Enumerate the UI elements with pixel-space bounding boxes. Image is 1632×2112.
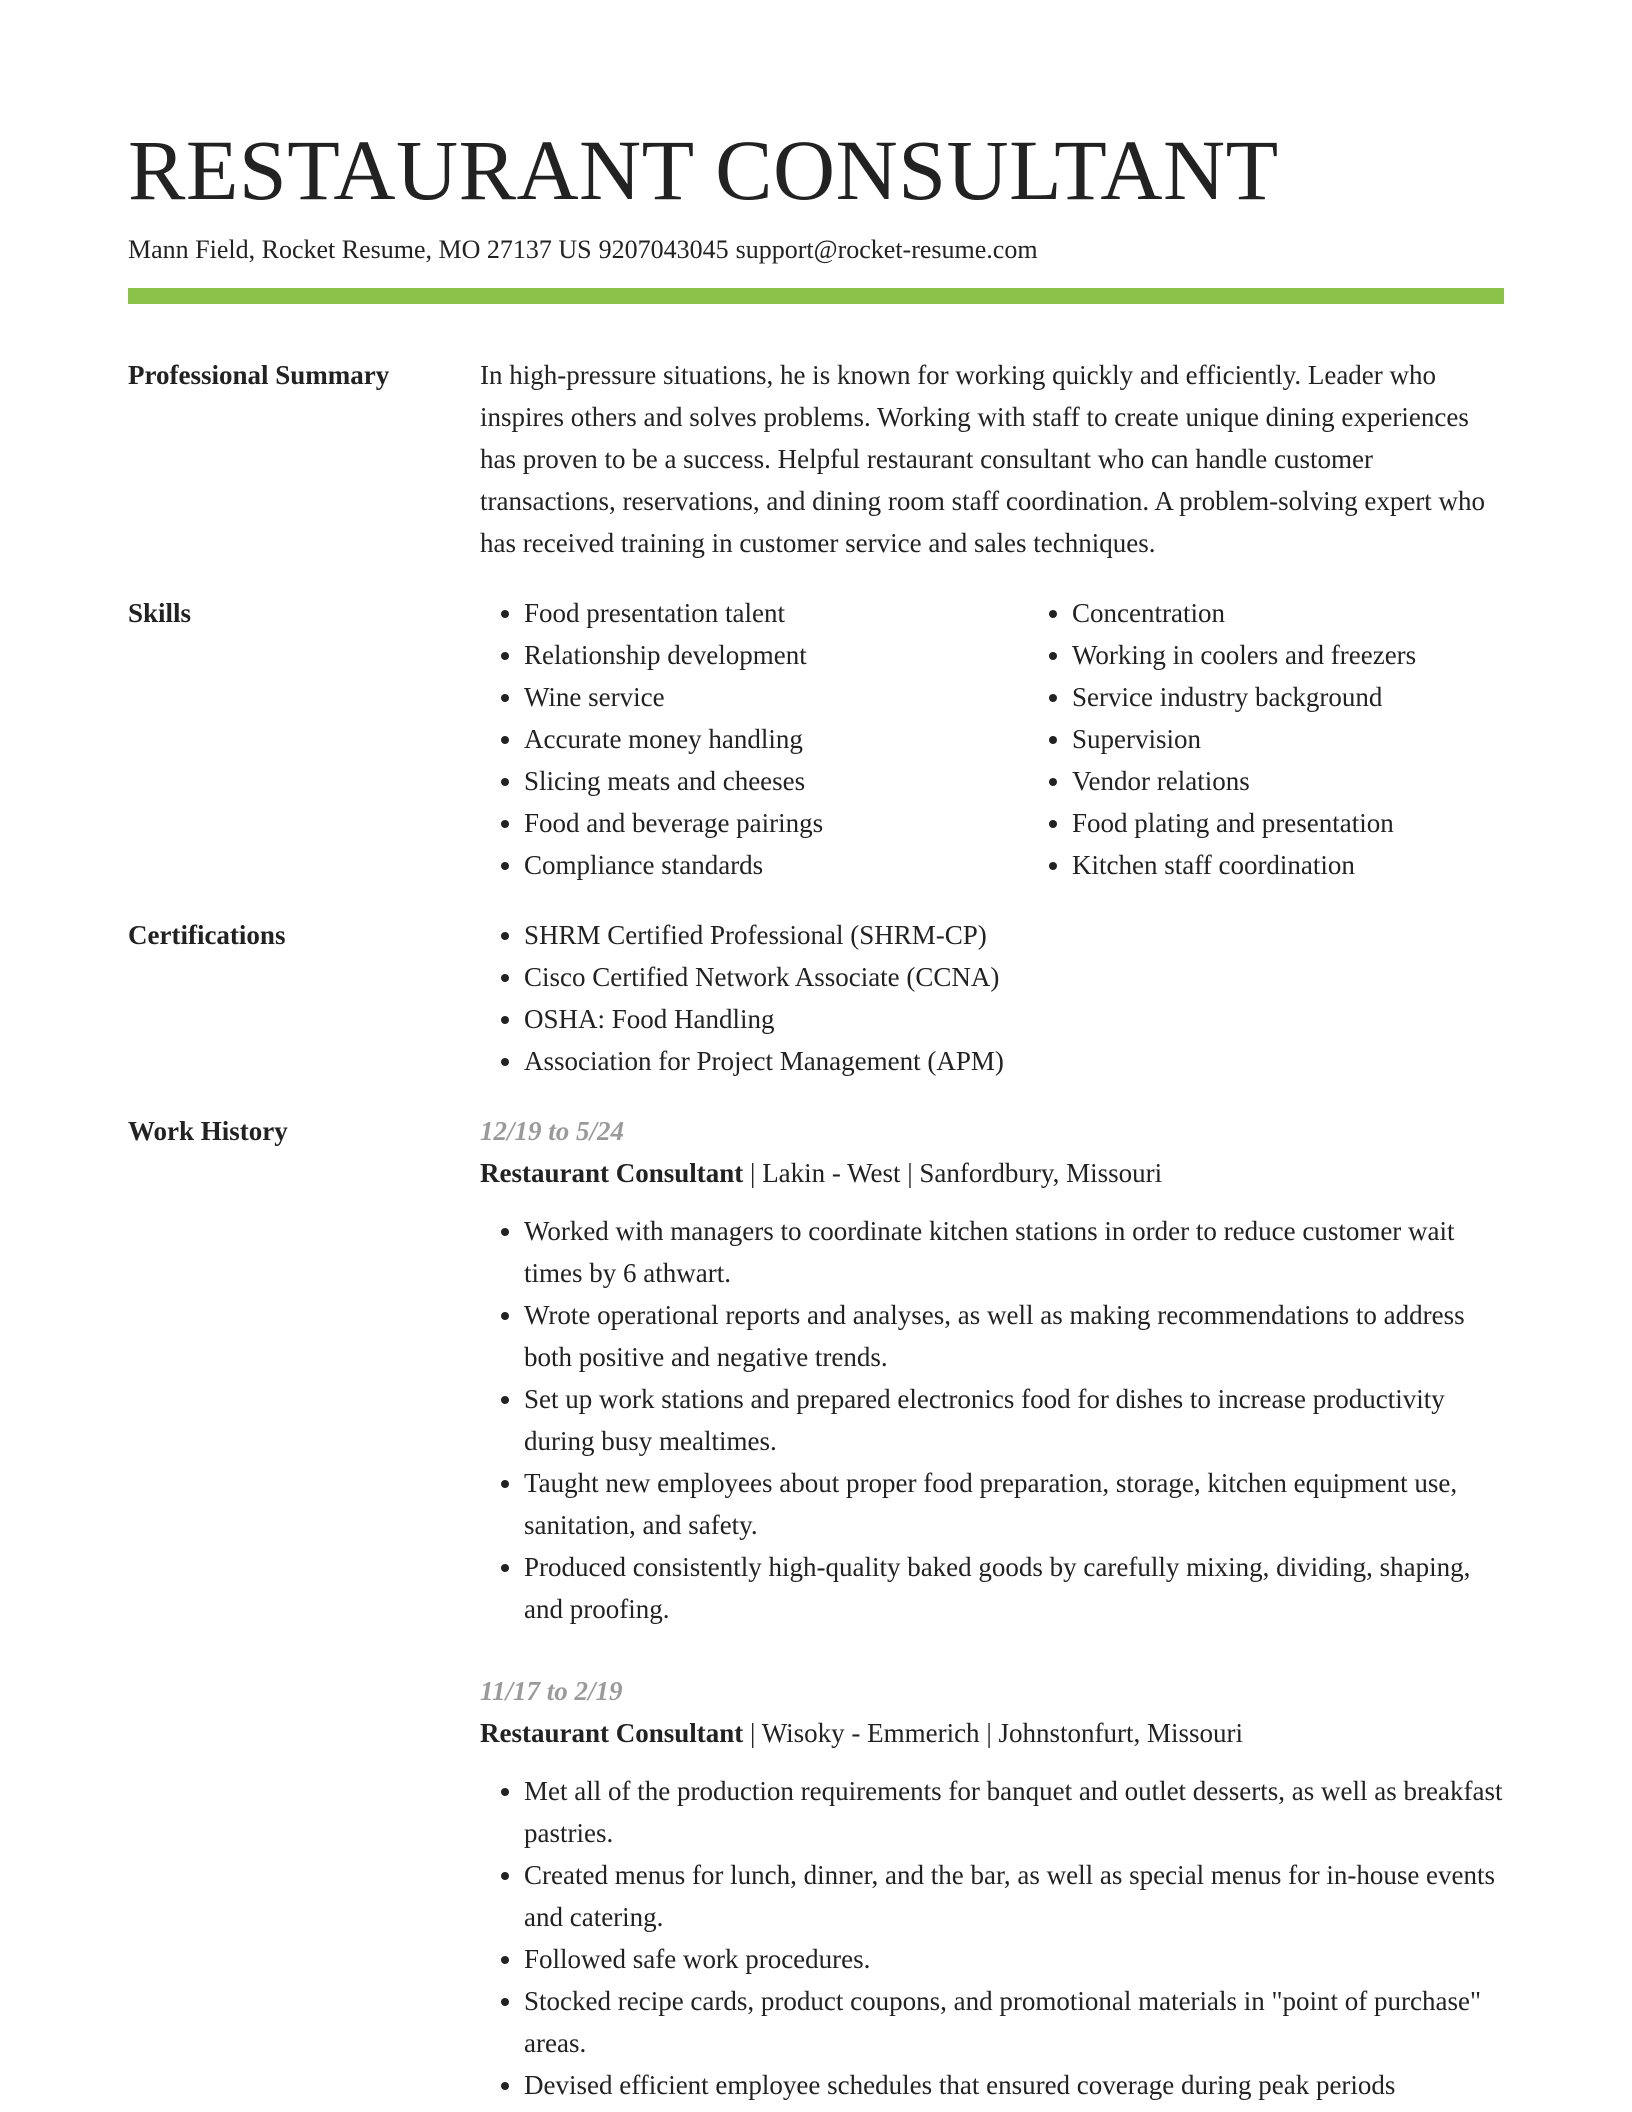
job-entry xyxy=(480,1110,1504,1630)
job-bullet: • Worked with managers to coordinate kitchen stations in order to reduce customer wait times by 6 athwart. xyxy=(524,1210,1504,1294)
job-bullet: • Met all of the production requirements for banquet and outlet desserts, as well as breakfast pastries. xyxy=(524,1770,1504,1854)
skill-item: • Working in coolers and freezers xyxy=(1072,634,1504,676)
job-dates: 11/17 to 2/19 xyxy=(480,1676,623,1706)
job-title: Restaurant Consultant xyxy=(480,1158,744,1188)
job-separator: | xyxy=(907,1158,913,1188)
contact-address: Mann Field, Rocket Resume, MO 27137 US xyxy=(128,235,592,264)
contact-email: support@rocket-resume.com xyxy=(735,235,1038,264)
skill-item: • Food and beverage pairings xyxy=(524,802,1028,844)
contact-line xyxy=(128,232,1504,268)
skill-item: • Kitchen staff coordination xyxy=(1072,844,1504,886)
job-heading xyxy=(480,1712,1504,1754)
skills-section xyxy=(128,592,1504,886)
job-separator: | xyxy=(750,1158,756,1188)
skill-item: • Vendor relations xyxy=(1072,760,1504,802)
skills-list-right xyxy=(1028,592,1504,886)
certifications-section xyxy=(128,914,1504,1082)
certification-item: • OSHA: Food Handling xyxy=(524,998,1504,1040)
skill-item: • Food presentation talent xyxy=(524,592,1028,634)
job-bullet: • Produced consistently high-quality baked goods by carefully mixing, dividing, shaping, and proofing. xyxy=(524,1546,1504,1630)
job-bullets xyxy=(480,1210,1504,1630)
job-title: Restaurant Consultant xyxy=(480,1718,744,1748)
skill-item: • Wine service xyxy=(524,676,1028,718)
section-title-certifications: Certifications xyxy=(128,920,286,950)
section-title-work-history: Work History xyxy=(128,1116,288,1146)
skill-item: • Concentration xyxy=(1072,592,1504,634)
job-dates: 12/19 to 5/24 xyxy=(480,1116,625,1146)
job-separator: | xyxy=(750,1718,756,1748)
job-bullet: • Created menus for lunch, dinner, and the bar, as well as special menus for in-house events and catering. xyxy=(524,1854,1504,1938)
skill-item: • Food plating and presentation xyxy=(1072,802,1504,844)
certifications-list xyxy=(480,914,1504,1082)
skills-list-left xyxy=(480,592,1028,886)
section-title-skills: Skills xyxy=(128,598,192,628)
summary-text: In high-pressure situations, he is known for working quickly and efficiently. Leader who inspires others and solves problems. Working with staff to create unique dining experiences has proven to be a success. Helpful restaurant consultant who can handle customer transactions, reservations, and dining room staff coordination. A problem-solving expert who has received training in customer service and sales techniques. xyxy=(480,360,1486,558)
job-entry xyxy=(480,1670,1504,2106)
job-separator: | xyxy=(986,1718,992,1748)
job-location: Sanfordbury, Missouri xyxy=(919,1158,1163,1188)
section-title-summary: Professional Summary xyxy=(128,360,390,390)
job-company: Wisoky - Emmerich xyxy=(761,1718,980,1748)
skills-grid xyxy=(480,592,1504,886)
skill-item: • Relationship development xyxy=(524,634,1028,676)
skill-item: • Supervision xyxy=(1072,718,1504,760)
job-bullet: • Wrote operational reports and analyses, as well as making recommendations to address both positive and negative trends. xyxy=(524,1294,1504,1378)
job-bullet: • Followed safe work procedures. xyxy=(524,1938,1504,1980)
skill-item: • Compliance standards xyxy=(524,844,1028,886)
resume-page xyxy=(128,120,1504,2106)
resume-header xyxy=(128,120,1504,304)
certification-item: • SHRM Certified Professional (SHRM-CP) xyxy=(524,914,1504,956)
applicant-name: RESTAURANT CONSULTANT xyxy=(128,122,1279,218)
certification-item: • Cisco Certified Network Associate (CCNA) xyxy=(524,956,1504,998)
job-heading xyxy=(480,1152,1504,1194)
job-bullet: • Devised efficient employee schedules that ensured coverage during peak periods xyxy=(524,2064,1504,2106)
summary-section xyxy=(128,354,1504,564)
skill-item: • Slicing meats and cheeses xyxy=(524,760,1028,802)
job-bullet: • Taught new employees about proper food preparation, storage, kitchen equipment use, sanitation, and safety. xyxy=(524,1462,1504,1546)
work-history-section xyxy=(128,1110,1504,2106)
job-bullet: • Stocked recipe cards, product coupons, and promotional materials in "point of purchase" areas. xyxy=(524,1980,1504,2064)
contact-phone: 9207043045 xyxy=(598,235,729,264)
skill-item: • Accurate money handling xyxy=(524,718,1028,760)
job-bullets xyxy=(480,1770,1504,2106)
job-company: Lakin - West xyxy=(762,1158,901,1188)
skill-item: • Service industry background xyxy=(1072,676,1504,718)
job-bullet: • Set up work stations and prepared electronics food for dishes to increase productivity during busy mealtimes. xyxy=(524,1378,1504,1462)
job-location: Johnstonfurt, Missouri xyxy=(998,1718,1243,1748)
header-accent-rule xyxy=(128,288,1504,304)
certification-item: • Association for Project Management (APM) xyxy=(524,1040,1504,1082)
